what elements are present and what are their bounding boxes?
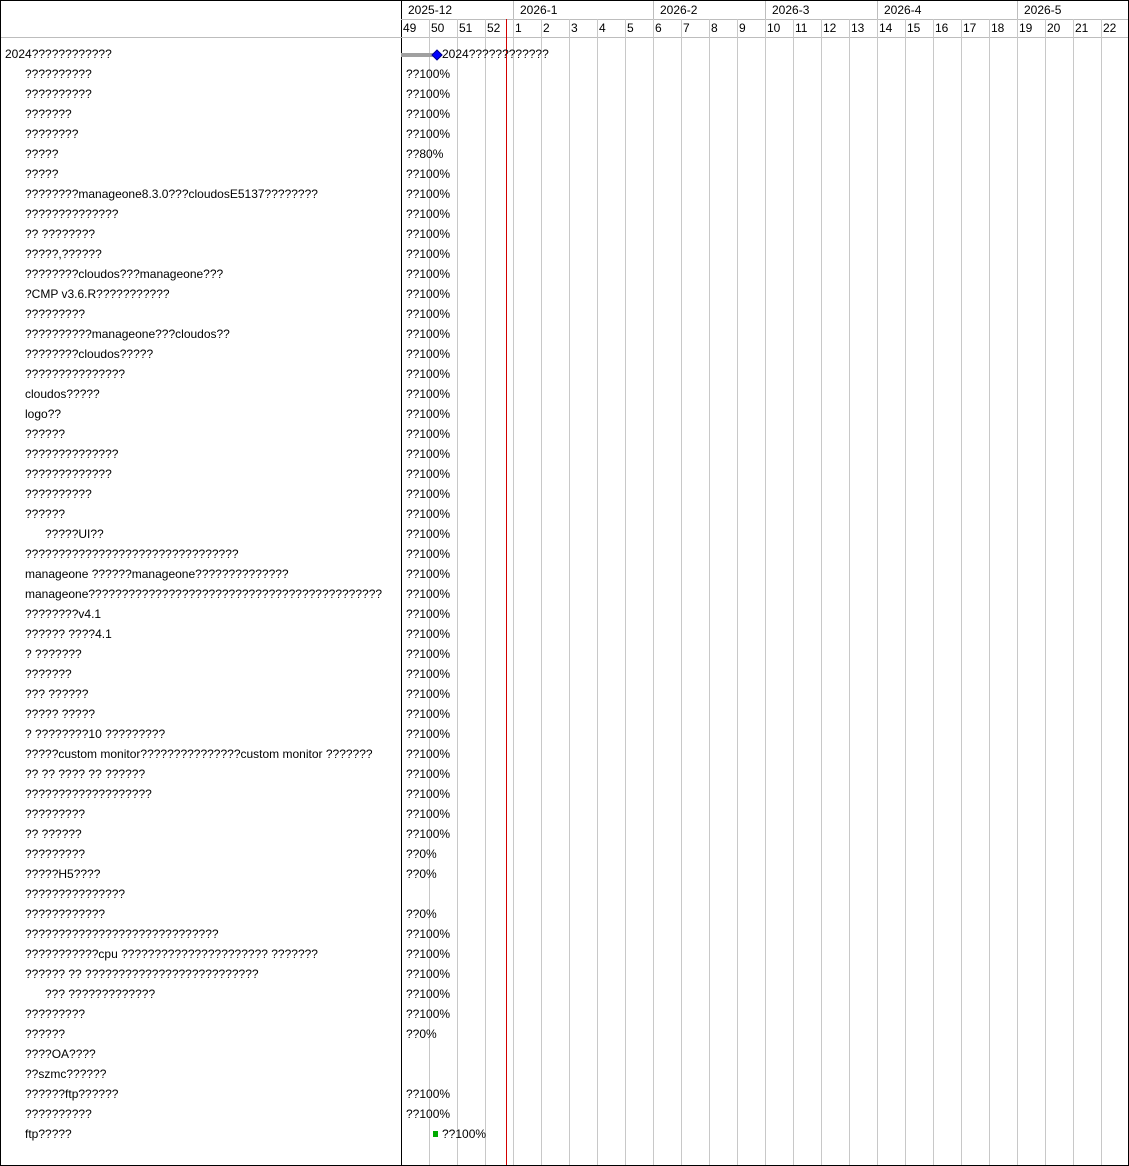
week-label: 3: [571, 21, 578, 35]
summary-bar[interactable]: [401, 53, 433, 57]
week-gridline: [513, 19, 514, 1165]
timeline-area: [401, 1, 1128, 1165]
task-name[interactable]: ?????,??????: [25, 247, 102, 261]
task-percent-complete: ??100%: [406, 587, 451, 601]
task-name[interactable]: ??????ftp??????: [25, 1087, 119, 1101]
task-percent-complete: ??100%: [406, 427, 451, 441]
task-percent-complete: ??100%: [406, 407, 451, 421]
week-label: 11: [795, 21, 808, 35]
task-name[interactable]: ? ????????10 ?????????: [25, 727, 166, 741]
task-percent-complete: ??100%: [406, 1107, 451, 1121]
task-name[interactable]: ???????????????: [25, 367, 126, 381]
week-gridline: [821, 19, 822, 1165]
task-name[interactable]: manageone????????????????????????????????????????????: [25, 587, 383, 601]
month-label: 2026-1: [520, 3, 558, 17]
task-percent-complete: ??100%: [406, 107, 451, 121]
task-percent-complete: ??100%: [406, 207, 451, 221]
task-progress-bar[interactable]: [433, 1131, 438, 1137]
task-percent-complete: ??100%: [406, 507, 451, 521]
week-gridline: [681, 19, 682, 1165]
task-name[interactable]: ??????????????: [25, 207, 119, 221]
week-gridline: [737, 19, 738, 1165]
week-label: 8: [711, 21, 718, 35]
task-name[interactable]: ?? ??????: [25, 827, 82, 841]
task-percent-complete: ??100%: [406, 687, 451, 701]
task-name[interactable]: ?????? ?? ??????????????????????????: [25, 967, 259, 981]
task-name[interactable]: ? ???????: [25, 647, 82, 661]
task-name[interactable]: 2024????????????: [5, 47, 112, 61]
task-percent-complete: ??100%: [406, 787, 451, 801]
week-gridline: [1045, 19, 1046, 1165]
task-percent-complete: ??100%: [406, 747, 451, 761]
task-name[interactable]: ???????: [25, 107, 72, 121]
week-gridline: [933, 19, 934, 1165]
task-percent-complete: ??100%: [406, 627, 451, 641]
task-percent-complete: ??100%: [406, 447, 451, 461]
task-percent-complete: ??100%: [442, 1127, 487, 1141]
task-name[interactable]: ?????UI??: [45, 527, 104, 541]
task-percent-complete: ??100%: [406, 987, 451, 1001]
week-label: 18: [991, 21, 1005, 35]
task-name[interactable]: ftp?????: [25, 1127, 72, 1141]
task-percent-complete: ??100%: [406, 647, 451, 661]
task-percent-complete: ??100%: [406, 227, 451, 241]
task-percent-complete: ??100%: [406, 947, 451, 961]
today-marker-line: [506, 19, 507, 1165]
milestone-diamond-icon[interactable]: [431, 49, 442, 60]
task-name[interactable]: ?????????: [25, 307, 86, 321]
task-name[interactable]: ?? ????????: [25, 227, 96, 241]
task-name[interactable]: ??????????: [25, 1107, 92, 1121]
week-gridline: [877, 19, 878, 1165]
week-label: 50: [431, 21, 445, 35]
task-percent-complete: ??100%: [406, 327, 451, 341]
task-name[interactable]: ?????: [25, 147, 59, 161]
task-name[interactable]: ??????????: [25, 67, 92, 81]
task-percent-complete: ??100%: [406, 347, 451, 361]
task-panel-header: [1, 1, 401, 38]
task-percent-complete: ??100%: [406, 167, 451, 181]
task-name[interactable]: ??????????????: [25, 447, 119, 461]
week-gridline: [961, 19, 962, 1165]
week-gridline: [765, 19, 766, 1165]
task-name[interactable]: ?? ?? ???? ?? ??????: [25, 767, 146, 781]
week-gridline: [793, 19, 794, 1165]
task-name[interactable]: ??? ?????????????: [45, 987, 156, 1001]
task-name[interactable]: manageone ??????manageone??????????????: [25, 567, 289, 581]
task-percent-complete: ??100%: [406, 307, 451, 321]
week-label: 1: [515, 21, 522, 35]
month-label: 2025-12: [408, 3, 453, 17]
task-percent-complete: ??100%: [406, 567, 451, 581]
task-name[interactable]: ???????????????????: [25, 787, 152, 801]
week-gridline: [1073, 19, 1074, 1165]
task-name[interactable]: ??szmc??????: [25, 1067, 107, 1081]
week-gridline: [905, 19, 906, 1165]
week-label: 6: [655, 21, 662, 35]
week-label: 12: [823, 21, 837, 35]
task-percent-complete: ??100%: [406, 127, 451, 141]
task-name[interactable]: ?????????: [25, 807, 86, 821]
month-separator: [877, 1, 878, 19]
task-percent-complete: ??100%: [406, 487, 451, 501]
week-gridline: [541, 19, 542, 1165]
task-name[interactable]: ????????manageone8.3.0???cloudosE5137????????: [25, 187, 318, 201]
task-percent-complete: ??80%: [406, 147, 444, 161]
task-percent-complete: ??100%: [406, 287, 451, 301]
task-name[interactable]: ????????cloudos???manageone???: [25, 267, 224, 281]
week-label: 51: [459, 21, 473, 35]
month-label: 2026-3: [772, 3, 810, 17]
task-percent-complete: ??0%: [406, 867, 437, 881]
week-label: 2: [543, 21, 550, 35]
task-name[interactable]: ????OA????: [25, 1047, 96, 1061]
week-label: 20: [1047, 21, 1061, 35]
task-percent-complete: ??100%: [406, 87, 451, 101]
milestone-label: 2024????????????: [442, 47, 549, 61]
task-name[interactable]: ??? ??????: [25, 687, 89, 701]
week-gridline: [569, 19, 570, 1165]
week-label: 21: [1075, 21, 1089, 35]
month-separator: [513, 1, 514, 19]
task-percent-complete: ??0%: [406, 1027, 437, 1041]
task-name[interactable]: ?????????: [25, 1007, 86, 1021]
week-label: 19: [1019, 21, 1033, 35]
week-label: 5: [627, 21, 634, 35]
task-percent-complete: ??100%: [406, 467, 451, 481]
task-name[interactable]: ??????: [25, 427, 66, 441]
task-percent-complete: ??100%: [406, 607, 451, 621]
task-name[interactable]: ?????????????: [25, 467, 112, 481]
task-name[interactable]: ?????custom monitor???????????????custom monitor ???????: [25, 747, 373, 761]
task-percent-complete: ??100%: [406, 807, 451, 821]
month-separator: [1017, 1, 1018, 19]
week-gridline: [457, 19, 458, 1165]
task-name[interactable]: ??????????: [25, 87, 92, 101]
week-label: 4: [599, 21, 606, 35]
task-percent-complete: ??100%: [406, 367, 451, 381]
month-separator: [765, 1, 766, 19]
week-label: 10: [767, 21, 781, 35]
week-gridline: [849, 19, 850, 1165]
task-name[interactable]: logo??: [25, 407, 62, 421]
task-percent-complete: ??100%: [406, 247, 451, 261]
task-name[interactable]: ????????cloudos?????: [25, 347, 154, 361]
task-percent-complete: ??100%: [406, 527, 451, 541]
task-name[interactable]: ??????: [25, 1027, 66, 1041]
task-name[interactable]: ???????????????: [25, 887, 126, 901]
week-label: 7: [683, 21, 690, 35]
month-label: 2026-4: [884, 3, 922, 17]
task-name[interactable]: ???????: [25, 667, 72, 681]
task-name[interactable]: cloudos?????: [25, 387, 100, 401]
task-name[interactable]: ??????: [25, 507, 66, 521]
month-label: 2026-2: [660, 3, 698, 17]
task-name[interactable]: ????????????: [25, 907, 106, 921]
task-percent-complete: ??100%: [406, 827, 451, 841]
week-gridline: [485, 19, 486, 1165]
task-percent-complete: ??100%: [406, 1007, 451, 1021]
task-name[interactable]: ???????????cpu ?????????????????????? ???????: [25, 947, 318, 961]
task-name[interactable]: ????????: [25, 127, 79, 141]
task-percent-complete: ??100%: [406, 707, 451, 721]
task-percent-complete: ??100%: [406, 667, 451, 681]
week-gridline: [1017, 19, 1018, 1165]
month-separator: [653, 1, 654, 19]
task-name[interactable]: ??????????manageone???cloudos??: [25, 327, 230, 341]
task-name[interactable]: ??????????: [25, 487, 92, 501]
week-gridline: [709, 19, 710, 1165]
task-percent-complete: ??100%: [406, 967, 451, 981]
task-name[interactable]: ?????H5????: [25, 867, 101, 881]
week-gridline: [625, 19, 626, 1165]
task-percent-complete: ??100%: [406, 67, 451, 81]
week-gridline: [653, 19, 654, 1165]
task-name[interactable]: ????? ?????: [25, 707, 96, 721]
task-name[interactable]: ?????????????????????????????: [25, 927, 219, 941]
week-gridline: [597, 19, 598, 1165]
task-name[interactable]: ?????? ????4.1: [25, 627, 112, 641]
task-percent-complete: ??100%: [406, 727, 451, 741]
week-label: 16: [935, 21, 949, 35]
task-percent-complete: ??100%: [406, 927, 451, 941]
week-gridline: [989, 19, 990, 1165]
task-name[interactable]: ????????v4.1: [25, 607, 102, 621]
task-name[interactable]: ?????????: [25, 847, 86, 861]
task-percent-complete: ??100%: [406, 767, 451, 781]
week-label: 13: [851, 21, 865, 35]
week-label: 22: [1103, 21, 1117, 35]
task-percent-complete: ??100%: [406, 1087, 451, 1101]
task-percent-complete: ??0%: [406, 907, 437, 921]
task-percent-complete: ??100%: [406, 267, 451, 281]
week-label: 14: [879, 21, 893, 35]
month-label: 2026-5: [1024, 3, 1062, 17]
task-percent-complete: ??100%: [406, 187, 451, 201]
task-name-panel: [1, 1, 402, 1165]
task-percent-complete: ??0%: [406, 847, 437, 861]
task-name[interactable]: ????????????????????????????????: [25, 547, 239, 561]
task-percent-complete: ??100%: [406, 547, 451, 561]
week-label: 15: [907, 21, 921, 35]
task-name[interactable]: ?????: [25, 167, 59, 181]
week-label: 52: [487, 21, 501, 35]
week-label: 49: [403, 21, 417, 35]
task-percent-complete: ??100%: [406, 387, 451, 401]
week-gridline: [1101, 19, 1102, 1165]
week-label: 17: [963, 21, 977, 35]
task-name[interactable]: ?CMP v3.6.R???????????: [25, 287, 170, 301]
week-label: 9: [739, 21, 746, 35]
